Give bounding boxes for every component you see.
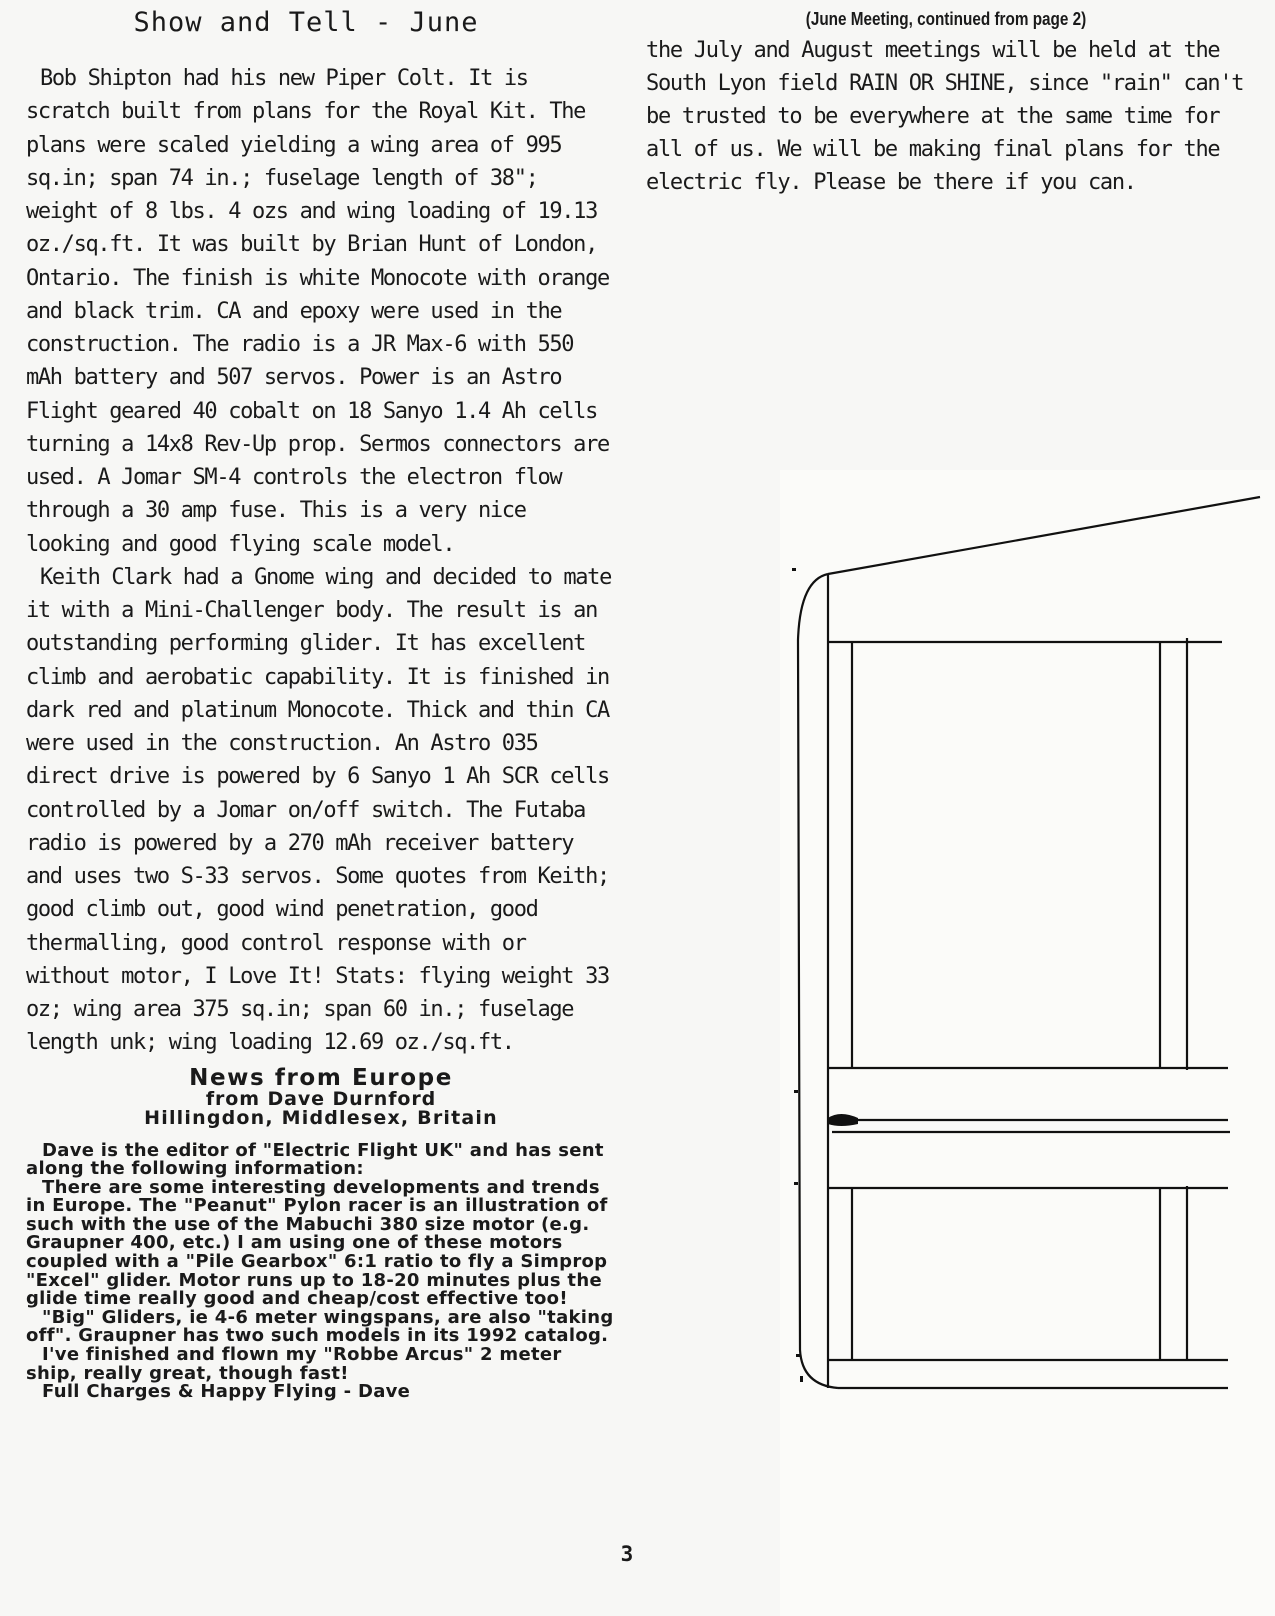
left-column: [26, 0, 614, 1403]
glider-plan-drawing: [780, 470, 1275, 1616]
plan-tick: [800, 1376, 803, 1382]
piper-colt-paragraph: Bob Shipton had his new Piper Colt. It is scratch built from plans for the Royal Kit. The plans were scaled yielding a wing area of 995 sq.in; span 74 in.; fuselage length of 38"; weight of 8 lbs. 4 ozs and wing loading of 19.13 oz./sq.ft. It was built by Brian Hunt of London, Ontario. The finish is white Monocote with orange and black trim. CA and epoxy were used in the construction. The radio is a JR Max-6 with 550 mAh battery and 507 servos. Power is an Astro Flight geared 40 cobalt on 18 Sanyo 1.4 Ah cells turning a 14x8 Rev-Up prop. Sermos connectors are used. A Jomar SM-4 controls the electron flow through a 30 amp fuse. This is a very nice looking and good flying scale model.: [26, 66, 609, 557]
plan-mark: [828, 1114, 858, 1126]
page-number: 3: [620, 1542, 634, 1566]
continued-note: (June Meeting, continued from page 2): [805, 9, 1087, 29]
news-paragraph: I've finished and flown my "Robbe Arcus" 2 meter ship, really great, though fast!: [26, 1344, 562, 1384]
news-byline: from Dave Durnford: [205, 1087, 437, 1110]
plan-tick: [796, 1354, 800, 1357]
news-paragraph: "Big" Gliders, ie 4-6 meter wingspans, are also "taking off". Graupner has two such models in its 1992 catalog.: [26, 1306, 614, 1347]
news-paragraph: There are some interesting developments and trends in Europe. The "Peanut" Pylon racer is an illustration of such with the use of the Mabuchi 380 size motor (e.g. Graupner 400, etc.) I am using one of these motors coupled with a "Pile Gearbox" 6:1 ratio to fly a Simprop "Excel" glider. Motor runs up to 18-20 minutes plus the glide time really good and cheap/cost effective too!: [26, 1176, 608, 1310]
news-title: News from Europe: [189, 1064, 453, 1091]
show-and-tell-body: [26, 62, 611, 1060]
plan-tick: [794, 1182, 798, 1185]
news-signoff: Full Charges & Happy Flying - Dave: [42, 1381, 411, 1403]
right-column: [646, 0, 1246, 199]
plan-tick: [792, 568, 796, 571]
news-header: [26, 1066, 616, 1128]
news-location: Hillingdon, Middlesex, Britain: [144, 1106, 498, 1129]
plan-line: [798, 574, 838, 1388]
gnome-glider-paragraph: Keith Clark had a Gnome wing and decided to mate it with a Mini-Challenger body. The result is an outstanding performing glider. It has excellent climb and aerobatic capability. It is finished in dark red and platinum Monocote. Thick and thin CA were used in the construction. An Astro 035 direct drive is powered by 6 Sanyo 1 Ah SCR cells controlled by a Jomar on/off switch. The Futaba radio is powered by a 270 mAh receiver battery and uses two S-33 servos. Some quotes from Keith; good climb out, good wind penetration, good thermalling, good control response with or without motor, I Love It! Stats: flying weight 33 oz; wing area 375 sq.in; span 60 in.; fuselage length unk; wing loading 12.69 oz./sq.ft.: [26, 564, 611, 1056]
show-and-tell-title: Show and Tell - June: [133, 7, 479, 38]
news-paragraph: Dave is the editor of "Electric Flight UK" and has sent along the following information:: [26, 1139, 604, 1180]
continued-text: the July and August meetings will be held at the South Lyon field RAIN OR SHINE, since "rain" can't be trusted to be everywhere at the same time for all of us. We will be making final plans for the electric fly. Please be there if you can.: [646, 38, 1244, 195]
plan-line: [828, 497, 1260, 574]
plan-tick: [794, 1090, 798, 1093]
news-body: [26, 1139, 616, 1403]
